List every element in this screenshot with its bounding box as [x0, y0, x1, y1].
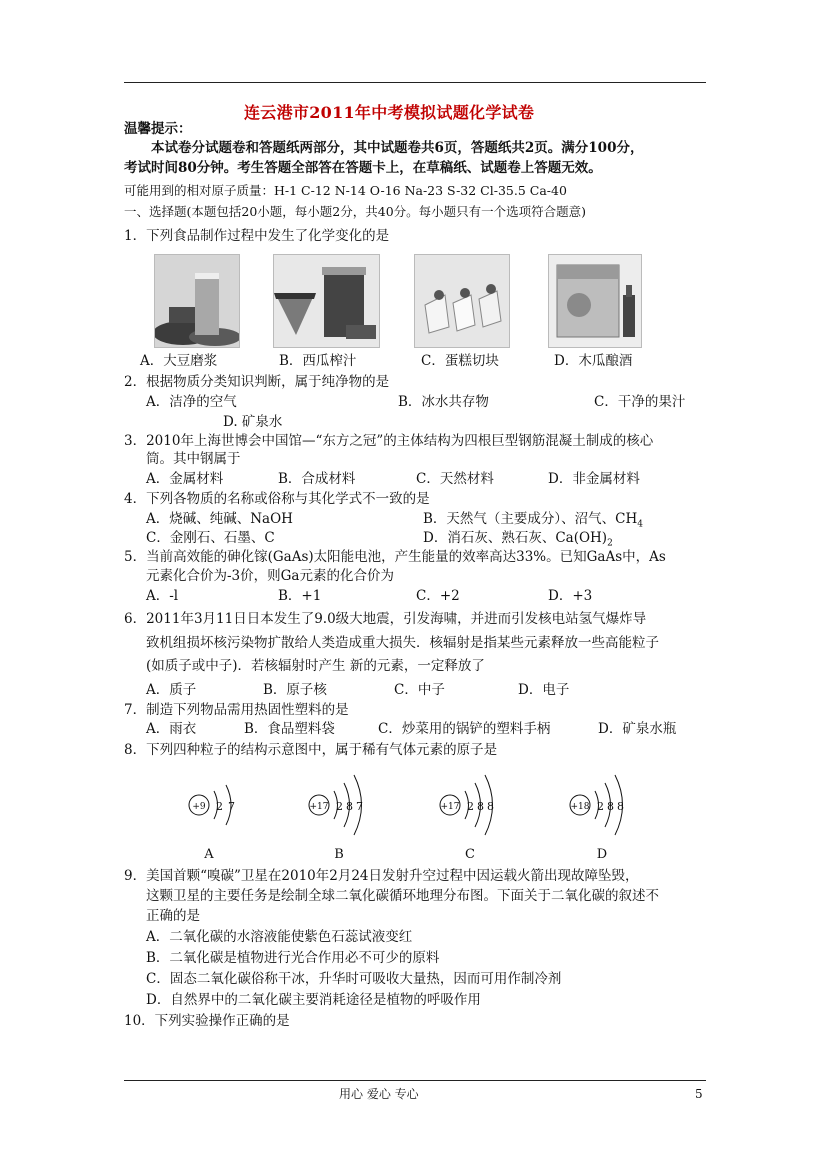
- diagram-d-shell-3: 8: [617, 800, 624, 813]
- question-9-stem-line-1: 9．美国首颗“嗅碳”卫星在2010年2月24日发射升空过程中因运载火箭出现故障坠毁，: [124, 868, 639, 884]
- question-4-option-b-subscript: 4: [637, 519, 644, 530]
- question-5-option-c: C．+2: [416, 588, 460, 604]
- diagram-d-shell-2: 8: [607, 800, 614, 813]
- diagram-d-shell-1: 2: [597, 800, 604, 813]
- atomic-structure-diagrams: [183, 765, 647, 865]
- notice-line-1: 本试卷分试题卷和答题纸两部分，其中试题卷共6页，答题纸共2页。满分100分，: [151, 140, 644, 156]
- question-5-stem-line-1: 5．当前高效能的砷化镓(GaAs)太阳能电池，产生能量的效率高达33%。已知GaAs中，As: [124, 549, 666, 565]
- question-7-option-d: D．矿泉水瓶: [598, 721, 677, 737]
- question-3-option-b: B．合成材料: [278, 471, 356, 487]
- page-title: 连云港市2011年中考模拟试题化学试卷: [244, 103, 535, 122]
- question-2-option-d: D. 矿泉水: [223, 414, 283, 430]
- question-1-option-d: D．木瓜酿酒: [554, 353, 633, 369]
- papaya-wine-image: [548, 254, 642, 348]
- question-1-stem: 1．下列食品制作过程中发生了化学变化的是: [124, 228, 390, 244]
- question-9-option-d: D．自然界中的二氧化碳主要消耗途径是植物的呼吸作用: [146, 992, 481, 1008]
- question-8-stem: 8．下列四种粒子的结构示意图中，属于稀有气体元素的原子是: [124, 742, 498, 758]
- question-5-option-d: D．+3: [548, 588, 593, 604]
- question-4-option-d-text: D．消石灰、熟石灰、Ca(OH): [423, 530, 608, 546]
- question-6-option-d: D．电子: [518, 682, 570, 698]
- page-number: 5: [695, 1087, 703, 1101]
- section-heading: 一、选择题(本题包括20小题，每小题2分，共40分。每小题只有一个选项符合题意): [124, 204, 587, 219]
- question-9-option-a: A．二氧化碳的水溶液能使紫色石蕊试液变红: [146, 929, 413, 945]
- atomic-masses: 可能用到的相对原子质量：H-1 C-12 N-14 O-16 Na-23 S-32 Cl-35.5 Ca-40: [124, 183, 567, 198]
- notice-heading: 温馨提示：: [124, 121, 192, 137]
- question-10-stem: 10．下列实验操作正确的是: [124, 1013, 290, 1029]
- question-5-option-b: B．+1: [278, 588, 322, 604]
- question-7-option-c: C．炒菜用的锅铲的塑料手柄: [378, 721, 551, 737]
- diagram-b-label: B: [334, 847, 344, 862]
- question-4-stem: 4．下列各物质的名称或俗称与其化学式不一致的是: [124, 491, 430, 507]
- watermelon-juice-image: [273, 254, 380, 348]
- diagram-a-shell-2: 7: [228, 800, 235, 813]
- diagram-c-shell-3: 8: [487, 800, 494, 813]
- diagram-b-shell-1: 2: [336, 800, 343, 813]
- question-6-option-c: C．中子: [394, 682, 445, 698]
- diagram-b: [309, 775, 363, 862]
- diagram-b-shell-2: 8: [346, 800, 353, 813]
- footer-rule: [124, 1080, 706, 1081]
- header-rule: [124, 82, 706, 83]
- cake-slices-image: [414, 254, 510, 348]
- question-5-stem-line-2: 元素化合价为-3价，则Ga元素的化合价为: [146, 568, 394, 584]
- soybean-milk-image: [154, 254, 240, 348]
- question-9-stem-line-2: 这颗卫星的主要任务是绘制全球二氧化碳循环地理分布图。下面关于二氧化碳的叙述不: [146, 888, 659, 904]
- question-2-option-b: B．冰水共存物: [398, 394, 489, 410]
- diagram-a-shell-1: 2: [216, 800, 223, 813]
- question-9-option-b: B．二氧化碳是植物进行光合作用必不可少的原料: [146, 950, 440, 966]
- question-4-option-a: A．烧碱、纯碱、NaOH: [146, 511, 293, 527]
- question-3-option-d: D．非金属材料: [548, 471, 640, 487]
- diagram-c-label: C: [465, 847, 475, 862]
- footer-motto: 用心 爱心 专心: [339, 1087, 419, 1101]
- question-3-stem-line-2: 筒。其中钢属于: [146, 451, 241, 467]
- question-7-option-b: B．食品塑料袋: [244, 721, 335, 737]
- diagram-c-shell-1: 2: [467, 800, 474, 813]
- question-6-stem-line-1: 6．2011年3月11日日本发生了9.0级大地震，引发海啸，并进而引发核电站氢气爆炸导: [124, 611, 647, 627]
- diagram-a-nucleus: +9: [192, 802, 206, 812]
- diagram-c-shell-2: 8: [477, 800, 484, 813]
- question-1-option-a: A．大豆磨浆: [140, 353, 218, 369]
- notice-line-2: 考试时间80分钟。考生答题全部答在答题卡上，在草稿纸、试题卷上答题无效。: [124, 160, 602, 176]
- question-3-stem-line-1: 3．2010年上海世博会中国馆—“东方之冠”的主体结构为四根巨型钢筋混凝土制成的核心: [124, 433, 654, 449]
- diagram-d-label: D: [596, 847, 608, 862]
- diagram-d-nucleus: +18: [570, 802, 590, 812]
- question-3-option-a: A．金属材料: [146, 471, 224, 487]
- question-6-option-b: B．原子核: [263, 682, 327, 698]
- question-7-stem: 7．制造下列物品需用热固性塑料的是: [124, 702, 349, 718]
- question-9-option-c: C．固态二氧化碳俗称干冰，升华时可吸收大量热，因而可用作制冷剂: [146, 971, 562, 987]
- question-9-stem-line-3: 正确的是: [146, 908, 200, 924]
- question-2-stem: 2．根据物质分类知识判断，属于纯净物的是: [124, 374, 390, 390]
- question-7-option-a: A．雨衣: [146, 721, 197, 737]
- question-6-stem-line-3: (如质子或中子)．若核辐射时产生 新的元素，一定释放了: [146, 658, 485, 674]
- diagram-c: [440, 775, 494, 862]
- question-4-option-d-subscript: 2: [607, 538, 613, 549]
- question-1-option-b: B．西瓜榨汁: [279, 353, 357, 369]
- question-5-option-a: A．-l: [146, 588, 179, 604]
- diagram-c-nucleus: +17: [440, 802, 460, 812]
- question-4-option-b-text: B．天然气（主要成分）、沼气、CH: [423, 511, 638, 527]
- question-2-option-a: A．洁净的空气: [146, 394, 237, 410]
- question-3-option-c: C．天然材料: [416, 471, 494, 487]
- diagram-a: [189, 785, 235, 862]
- question-6-option-a: A．质子: [146, 682, 197, 698]
- question-6-stem-line-2: 致机组损坏核污染物扩散给人类造成重大损失．核辐射是指某些元素释放一些高能粒子: [146, 635, 659, 651]
- diagram-b-shell-3: 7: [356, 800, 363, 813]
- diagram-a-label: A: [204, 847, 214, 862]
- diagram-d: [570, 775, 624, 862]
- question-4-option-c: C．金刚石、石墨、C: [146, 530, 275, 546]
- diagram-b-nucleus: +17: [309, 802, 329, 812]
- question-2-option-c: C．干净的果汁: [594, 394, 686, 410]
- question-1-option-c: C．蛋糕切块: [421, 353, 499, 369]
